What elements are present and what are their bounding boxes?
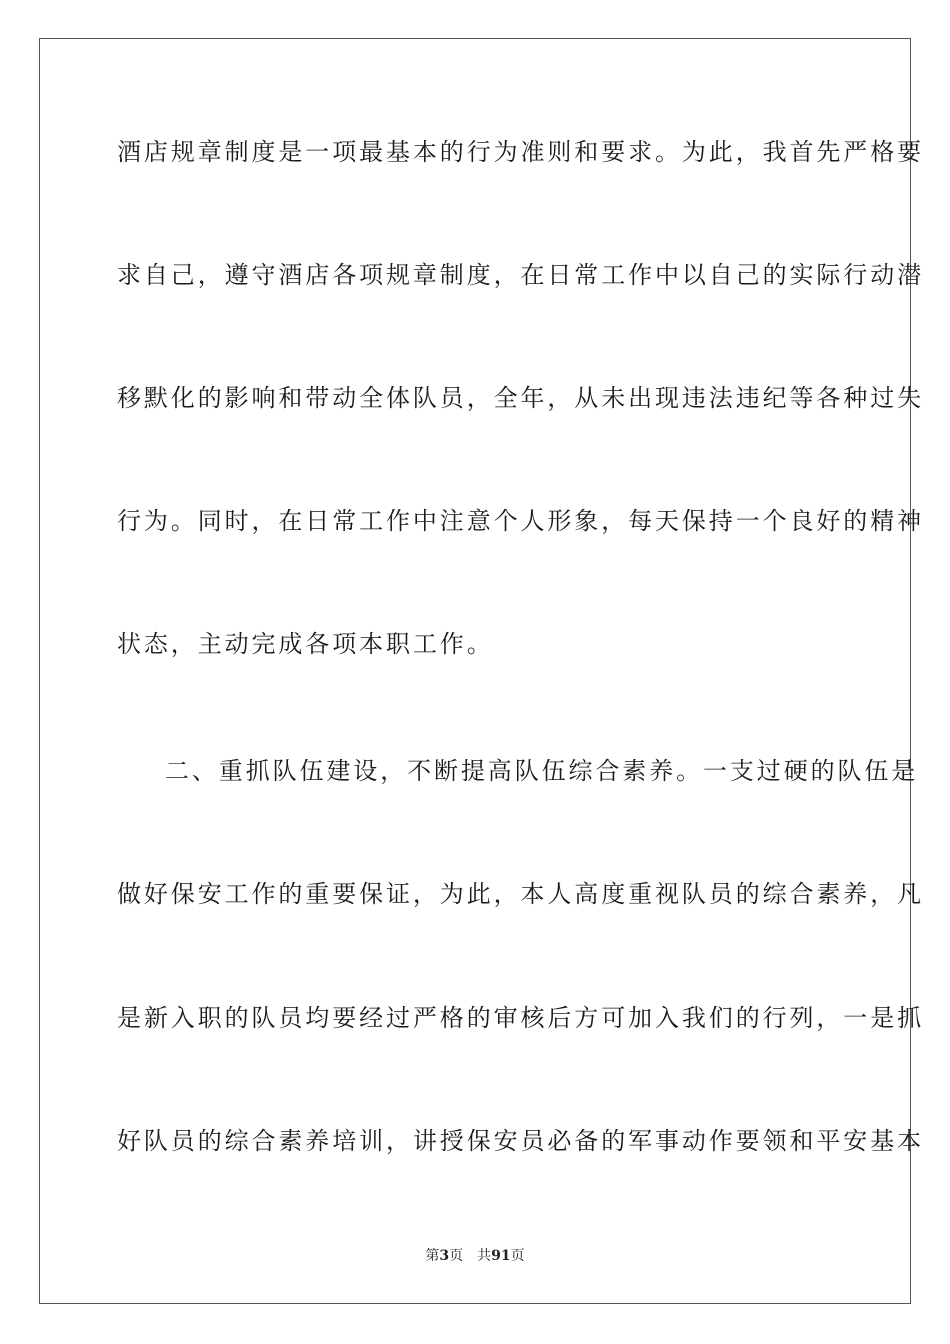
paragraph-line: 求自己，遵守酒店各项规章制度，在日常工作中以自己的实际行动潜	[117, 261, 924, 289]
paragraph-line: 做好保安工作的重要保证，为此，本人高度重视队员的综合素养，凡	[117, 880, 924, 908]
total-pages: 91	[491, 1248, 511, 1264]
paragraph-line: 行为。同时，在日常工作中注意个人形象，每天保持一个良好的精神	[117, 507, 924, 535]
total-prefix: 共	[477, 1248, 492, 1264]
page-number: 3	[439, 1248, 450, 1264]
paragraph-line: 移默化的影响和带动全体队员，全年，从未出现违法违纪等各种过失	[117, 384, 924, 412]
page-frame	[39, 38, 924, 1304]
paragraph-line: 二、重抓队伍建设，不断提高队伍综合素养。一支过硬的队伍是	[165, 757, 919, 785]
page-footer	[0, 1246, 950, 1266]
paragraph-line: 状态，主动完成各项本职工作。	[117, 630, 494, 658]
paragraph-line: 酒店规章制度是一项最基本的行为准则和要求。为此，我首先严格要	[117, 138, 924, 166]
paragraph-line: 好队员的综合素养培训，讲授保安员必备的军事动作要领和平安基本	[117, 1127, 924, 1155]
page-prefix: 第	[425, 1248, 440, 1264]
page-suffix: 页	[449, 1248, 464, 1264]
paragraph-line: 是新入职的队员均要经过严格的审核后方可加入我们的行列，一是抓	[117, 1004, 924, 1032]
total-suffix: 页	[510, 1248, 525, 1264]
